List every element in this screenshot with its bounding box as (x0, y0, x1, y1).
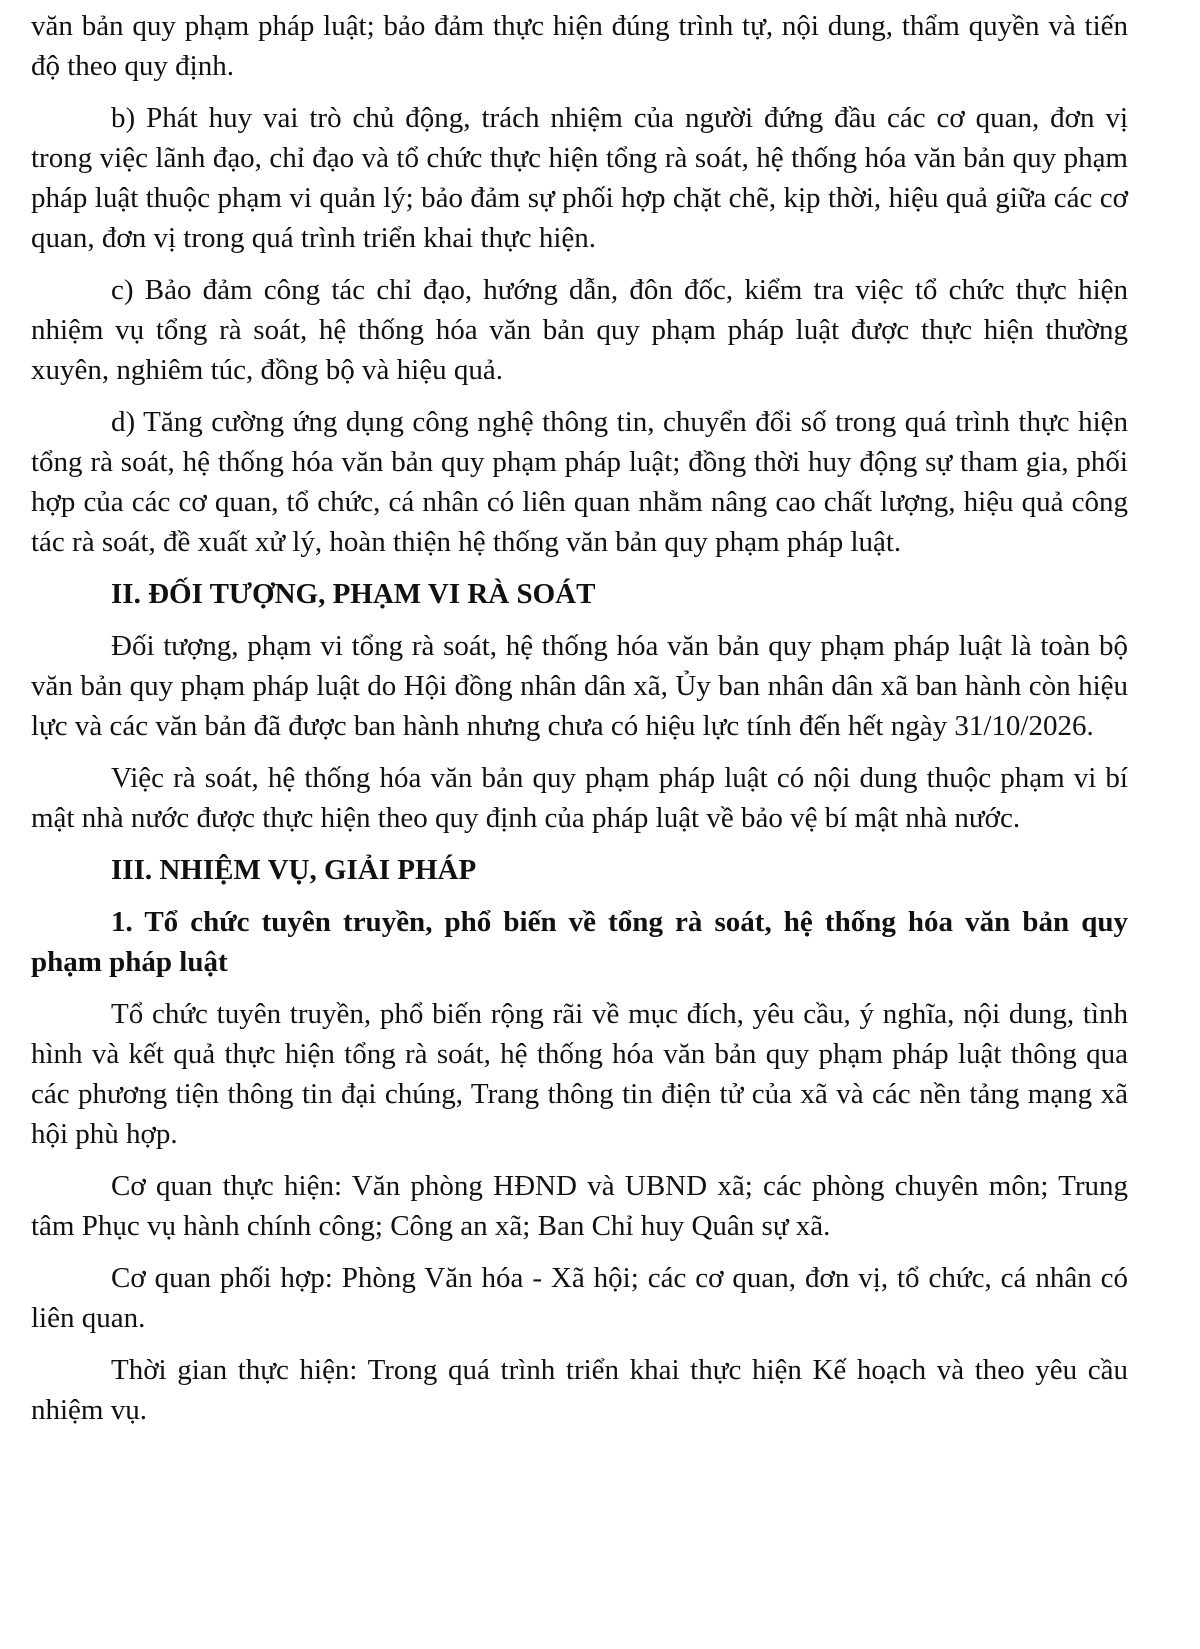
paragraph-coordinating-agencies: Cơ quan phối hợp: Phòng Văn hóa - Xã hội; các cơ quan, đơn vị, tổ chức, cá nhân có liên quan. (31, 1262, 1128, 1334)
paragraph-c: c) Bảo đảm công tác chỉ đạo, hướng dẫn, đôn đốc, kiểm tra việc tổ chức thực hiện nhiệm vụ tổng rà soát, hệ thống hóa văn bản quy phạm pháp luật được thực hiện thường xuyên, nghiêm túc, đồng bộ và hiệu quả. (31, 274, 1128, 386)
subsection-heading-1: 1. Tổ chức tuyên truyền, phổ biến về tổng rà soát, hệ thống hóa văn bản quy phạm pháp luật (31, 906, 1128, 978)
section-heading-ii: II. ĐỐI TƯỢNG, PHẠM VI RÀ SOÁT (111, 578, 596, 610)
paragraph-propaganda: Tổ chức tuyên truyền, phổ biến rộng rãi về mục đích, yêu cầu, ý nghĩa, nội dung, tình hình và kết quả thực hiện tổng rà soát, hệ thống hóa văn bản quy phạm pháp luật thông qua các phương tiện thông tin đại chúng, Trang thông tin điện tử của xã và các nền tảng mạng xã hội phù hợp. (31, 998, 1128, 1150)
paragraph-d: d) Tăng cường ứng dụng công nghệ thông tin, chuyển đổi số trong quá trình thực hiện tổng rà soát, hệ thống hóa văn bản quy phạm pháp luật; đồng thời huy động sự tham gia, phối hợp của các cơ quan, tổ chức, cá nhân có liên quan nhằm nâng cao chất lượng, hiệu quả công tác rà soát, đề xuất xử lý, hoàn thiện hệ thống văn bản quy phạm pháp luật. (31, 406, 1128, 558)
paragraph-state-secret: Việc rà soát, hệ thống hóa văn bản quy phạm pháp luật có nội dung thuộc phạm vi bí mật nhà nước được thực hiện theo quy định của pháp luật về bảo vệ bí mật nhà nước. (31, 762, 1128, 834)
paragraph-b: b) Phát huy vai trò chủ động, trách nhiệm của người đứng đầu các cơ quan, đơn vị trong việc lãnh đạo, chỉ đạo và tổ chức thực hiện tổng rà soát, hệ thống hóa văn bản quy phạm pháp luật thuộc phạm vi quản lý; bảo đảm sự phối hợp chặt chẽ, kịp thời, hiệu quả giữa các cơ quan, đơn vị trong quá trình triển khai thực hiện. (31, 102, 1128, 254)
paragraph-timeline: Thời gian thực hiện: Trong quá trình triển khai thực hiện Kế hoạch và theo yêu cầu nhiệm vụ. (31, 1354, 1128, 1426)
paragraph-implementing-agencies: Cơ quan thực hiện: Văn phòng HĐND và UBND xã; các phòng chuyên môn; Trung tâm Phục vụ hành chính công; Công an xã; Ban Chỉ huy Quân sự xã. (31, 1170, 1128, 1242)
paragraph-continuation: văn bản quy phạm pháp luật; bảo đảm thực hiện đúng trình tự, nội dung, thẩm quyền và tiến độ theo quy định. (31, 10, 1128, 82)
paragraph-scope: Đối tượng, phạm vi tổng rà soát, hệ thống hóa văn bản quy phạm pháp luật là toàn bộ văn bản quy phạm pháp luật do Hội đồng nhân dân xã, Ủy ban nhân dân xã ban hành còn hiệu lực và các văn bản đã được ban hành nhưng chưa có hiệu lực tính đến hết ngày 31/10/2026. (31, 630, 1128, 742)
section-heading-iii: III. NHIỆM VỤ, GIẢI PHÁP (111, 854, 477, 886)
